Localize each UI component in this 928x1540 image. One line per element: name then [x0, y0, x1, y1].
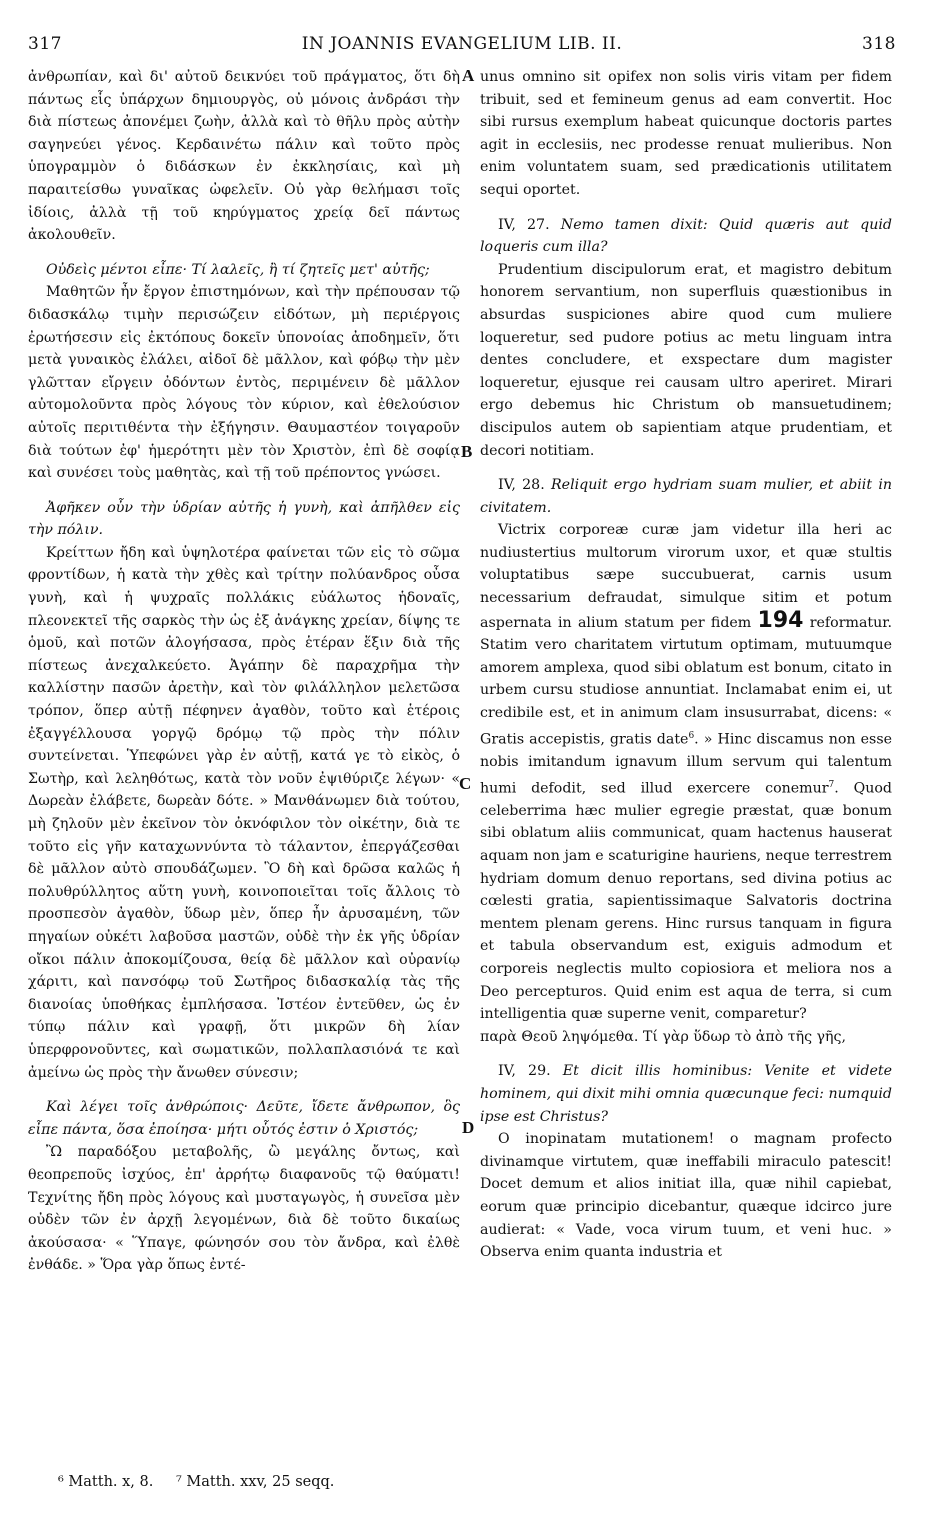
- page-header: [28, 34, 896, 60]
- latin-paragraph: O inopinatam mutationem! o magnam profecto divinamque virtutem, quæ ineffabili miraculo patescit! Docet demum et alios initiat illa, quæ nihil capiebat, eorum quæ principio dicebantur, quæque idcirco jure audierat: « Vade, voca virum tuum, et veni huc. » Observa enim quanta industria et: [480, 1131, 892, 1261]
- greek-paragraph: Κρείττων ἤδη καὶ ὑψηλοτέρα φαίνεται τῶν εἰς τὸ σῶμα φροντίδων, ἡ κατὰ τὴν χθὲς καὶ τρίτην πολύανδρος οὖσα γυνὴ, καὶ ἡ ψυχραῖς πολλάκις εὐάλωτος ἡδοναῖς, πλεονεκτεῖ τῆς σαρκὸς τὴν ὡς ἐξ ἀνάγκης χρείαν, δίψης τε ὁμοῦ, καὶ ποτῶν ἀλογήσασα, πρὸς ἑτέραν ἕξιν διὰ τῆς πίστεως ἀνεχαλκεύετο. Ἀγάπην δὲ παραχρῆμα τὴν καλλίστην πασῶν ἀρετὴν, καὶ τὸν φιλάλληλον μελετῶσα τρόπον, ὅπερ αὐτῇ πέφηνεν ἀγαθὸν, τοῦτο καὶ ἑτέροις ἐξαγγέλλουσα γοργῷ δρόμῳ τῷ πρὸς τὴν πόλιν συντείνεται. Ὑπεφώνει γὰρ ἐν αὐτῇ, κατά γε τὸ εἰκὸς, ὁ Σωτὴρ, καὶ λεληθότως, κατὰ τὸν νοῦν ἐψιθύριζε λέγων· « Δωρεὰν ἐλάβετε, δωρεὰν δότε. » Μανθάνωμεν διὰ τούτου, μὴ ζηλοῦν μὲν ἐκεῖνον τὸν ὀκνόφιλον τὸν οἰκέτην, διὰ τε τοῦτο εἰς γῆν καταχωννύντα τὸ τάλαντον, ἐπεργάζεσθαι δὲ μᾶλλον αὐτὸ σπουδάζωμεν. Ὃ δὴ καὶ δρῶσα καλῶς ἡ πολυθρύλλητος αὕτη γυνὴ, κοινοποιεῖται τοῖς ἄλλοις τὸ προσπεσὸν ἀγαθὸν, ὕδωρ μὲν, ὅπερ ἦν ἀρυσαμένη, τῶν πηγαίων οὐκέτι λαβοῦσα μαστῶν, οὐδὲ τὴν ἐκ γῆς ὑδρίαν οἴκοι πάλιν ἀποκομίζουσα, θείᾳ δὲ μᾶλλον καὶ οὐρανίῳ χάριτι, καὶ πανσόφῳ τοῦ Σωτῆρος διδασκαλίᾳ τὰς τῆς διανοίας ὑποθήκας ἐμπλήσασα. Ἰστέον ἐντεῦθεν, ὡς ἐν τύπῳ πάλιν καὶ γραφῇ, ὅτι μικρῶν δὴ λίαν ὑπερφρονοῦντες, καὶ σωματικῶν, πολλαπλασιόνά τε καὶ ἀμείνω ὡς πρὸς τὴν ἄνωθεν σύνεσιν;: [28, 544, 460, 1081]
- latin-column: [480, 66, 892, 1264]
- margin-marker-a: A: [462, 66, 475, 85]
- latin-paragraph: unus omnino sit opifex non solis viris vitam per fidem tribuit, sed et femineum genus ad eam convertit. Hoc sibi rursus exemplum habeat quicunque doctoris partes agit in ecclesiis, nec prodesse renuat mulieribus. Non enim voluntatem suam, sed prædicationis utilitatem sequi oportet.: [480, 69, 892, 198]
- latin-paragraph: [480, 519, 892, 1026]
- page-number-right: 318: [862, 34, 896, 54]
- footnotes: [58, 1474, 878, 1490]
- greek-paragraph: Ὢ παραδόξου μεταβολῆς, ὢ μεγάλης ὄντως, καὶ θεοπρεποῦς ἰσχύος, ἐπ' ἀρρήτῳ διαφανοῦς τῷ θαύματι! Τεχνίτης ἤδη πρὸς λόγους καὶ μυσταγωγὸς, ἡ συνεῖσα μὲν οὐδὲν τῶν ἐν ἀρχῇ λεγομένων, διὰ δὲ τοῦτο δικαίως ἀκούσασα· « Ὕπαγε, φώνησόν σου τὸν ἄνδρα, καὶ ἐλθὲ ἐνθάδε. » Ὅρα γὰρ ὅπως ἐντέ-: [28, 1144, 460, 1274]
- footnote-6: ⁶ Matth. x, 8.: [58, 1474, 154, 1490]
- verse-reference: IV, 27.: [498, 216, 550, 233]
- footnote-ref-7: 7: [828, 779, 835, 790]
- margin-marker-c: C: [459, 774, 472, 793]
- greek-lemma: Οὐδεὶς μέντοι εἶπε· Τί λαλεῖς, ἢ τί ζητεῖς μετ' αὐτῆς;: [46, 261, 430, 278]
- lemma-text: Nemo tamen dixit: Quid quæris aut quid loqueris cum illa?: [480, 216, 893, 256]
- footnote-ref-6: 6: [688, 730, 695, 741]
- greek-column: [28, 66, 460, 1277]
- text-run: Victrix corporeæ curæ jam videtur illa heri ac nudiustertius multorum virorum uxor, et quæ stultis voluptatibus sæpe succubuerat, carnis usum necessarium defraudat, simulque sitim et potum aspernata in alium statum per fidem: [480, 522, 892, 631]
- greek-paragraph: Μαθητῶν ἦν ἔργον ἐπιστημόνων, καὶ τὴν πρέπουσαν τῷ διδασκάλῳ τιμὴν περισώζειν εἰδότων, μὴ περιέργοις ἐρωτήσεσιν εἰς ἐκτόπους δοκεῖν ὑπονοίας ἀποδημεῖν, ὅτι μετὰ γυναικὸς ἐλάλει, αἰδοῖ δὲ μᾶλλον, καὶ φόβῳ τὴν μὲν γλῶτταν εἴργειν ὀδόντων ἐντὸς, περιμένειν δὲ μᾶλλον αὐτομολοῦντα πρὸς λόγους τὸν κύριον, καὶ ἐθελούσιον αὐτοῖς περιτιθέντα τὴν ἐξήγησιν. Θαυμαστέον τοιγαροῦν διὰ τούτων ἐφ' ἡμερότητι μὲν τὸν Χριστὸν, ἐπὶ δὲ σοφίᾳ καὶ συνέσει τοὺς μαθητὰς, καὶ τῇ τοῦ πρέποντος γνώσει.: [28, 284, 460, 482]
- greek-continuation-line: παρὰ Θεοῦ ληψόμεθα. Τί γὰρ ὕδωρ τὸ ἀπὸ τῆς γῆς,: [480, 1028, 846, 1045]
- footnote-7: ⁷ Matth. xxv, 25 seqq.: [175, 1474, 335, 1490]
- latin-paragraph: Prudentium discipulorum erat, et magistro debitum honorem servantium, non superfluis quæstionibus in absurdas suspiciones abire quod cum muliere loqueretur, sed pudore potius ac metu linguam intra dentes concludere, et exspectare dum magister loqueretur, ejusque rei causam ultro aperiret. Mirari ergo debemus hic Christum ob mansuetudinem; discipulos autem ob sapientiam atque prudentiam, et decori notitiam.: [480, 261, 892, 459]
- text-run: . Quod celeberrima hæc mulier egregie præstat, quæ bonum sibi oblatum aliis communicat, quam hactenus hauserat aquam non jam e scaturigine hauriens, neque terrestrem hydriam domum denuo reportans, sed divina potius ac cœlesti gratia, sapientissimaque Salvatoris doctrina mentem plenam gerens. Hinc rursus tanquam in figura et tabula observandum est, exiguis admodum et corporeis neglectis multo copiosiora et meliora nos a Deo percepturos. Quid enim est aqua de terra, si cum intelligentia quæ superne venit, comparetur?: [480, 780, 893, 1023]
- margin-marker-d: D: [462, 1118, 475, 1137]
- text-run: reformatur. Statim vero charitatem virtutum optimam, mutuumque amorem amplexa, quod sibi oblatum est bonum, citato in urbem cursu studiose annuntiat. Inclamabat enim ei, ut credibile est, et in animum clam insusurrabat, dicens: « Gratis accepistis, gratis date: [480, 614, 892, 748]
- page-number-left: 317: [28, 34, 62, 54]
- greek-lemma: Ἀφῆκεν οὖν τὴν ὑδρίαν αὐτῆς ἡ γυνὴ, καὶ ἀπῆλθεν εἰς τὴν πόλιν.: [28, 499, 460, 539]
- latin-lemma: [480, 1060, 892, 1128]
- latin-lemma: [480, 474, 892, 519]
- column-number-badge: 194: [757, 607, 804, 633]
- greek-paragraph: ἀνθρωπίαν, καὶ δι' αὐτοῦ δεικνύει τοῦ πράγματος, ὅτι δὴ πάντως εἷς ὑπάρχων δημιουργὸς, οὐ μόνοις ἀνδράσι τὴν διὰ πίστεως ἀπονέμει ζωὴν, ἀλλὰ καὶ τὸ θῆλυ πρὸς αὐτὴν σαγηνεύει γένος. Κερδαινέτω πάλιν καὶ τοῦτο πρὸς ὑπογραμμὸν ὁ διδάσκων ἐν ἐκκλησίαις, καὶ μὴ παραιτείσθω γυναῖκας ὠφελεῖν. Οὐ γὰρ θελήμασι τοῖς ἰδίοις, ἀλλὰ τῇ τοῦ κηρύγματος χρείᾳ δεῖ πάντως ἀκολουθεῖν.: [28, 69, 460, 244]
- greek-lemma: Καὶ λέγει τοῖς ἀνθρώποις· Δεῦτε, ἴδετε ἄνθρωπον, ὃς εἶπε πάντα, ὅσα ἐποίησα· μήτι οὗτός ἐστιν ὁ Χριστός;: [28, 1099, 460, 1138]
- verse-reference: IV, 29.: [498, 1063, 551, 1080]
- latin-lemma: [480, 214, 892, 259]
- text-run: . » Hinc discamus non esse nobis imitandum ignavum illum servum qui talentum humi defodit, sed illud exercere conemur: [480, 731, 893, 797]
- running-title: IN JOANNIS EVANGELIUM LIB. II.: [301, 34, 623, 54]
- verse-reference: IV, 28.: [498, 477, 545, 494]
- margin-marker-b: B: [461, 442, 473, 461]
- lemma-text: Et dicit illis hominibus: Venite et videte hominem, qui dixit mihi omnia quæcunque feci: numquid ipse est Christus?: [480, 1063, 893, 1125]
- lemma-text: Reliquit ergo hydriam suam mulier, et abiit in civitatem.: [480, 477, 892, 516]
